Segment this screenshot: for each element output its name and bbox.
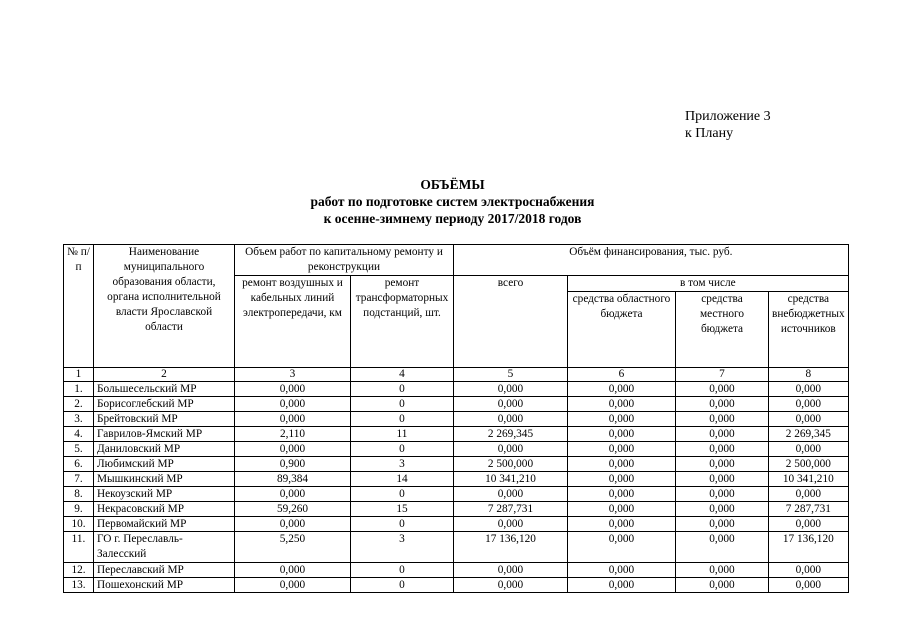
lines-repair-km: 0,000 [235,382,351,397]
substations-repair-count: 3 [351,532,454,563]
row-number: 4. [64,427,94,442]
table-row [64,412,849,427]
table-row [64,427,849,442]
header-num: № п/п [64,245,94,368]
lines-repair-km: 0,000 [235,412,351,427]
substations-repair-count: 14 [351,472,454,487]
municipality-name: ГО г. Переславль-Залесский [94,532,235,563]
municipality-name: Даниловский МР [94,442,235,457]
regional-budget: 0,000 [568,563,676,578]
header-work-group: Объем работ по капитальному ремонту и реконструкции [235,245,454,276]
financing-total: 0,000 [454,578,568,593]
header-col8: средства внебюджетных источников [769,292,849,368]
substations-repair-count: 0 [351,563,454,578]
header-financing-group: Объём финансирования, тыс. руб. [454,245,849,276]
lines-repair-km: 5,250 [235,532,351,563]
appendix-plan: к Плану [685,126,734,141]
appendix-label [685,108,771,142]
lines-repair-km: 0,000 [235,487,351,502]
regional-budget: 0,000 [568,517,676,532]
financing-total: 0,000 [454,382,568,397]
financing-total: 0,000 [454,412,568,427]
financing-total: 17 136,120 [454,532,568,563]
financing-total: 10 341,210 [454,472,568,487]
financing-total: 7 287,731 [454,502,568,517]
municipality-name: Некрасовский МР [94,502,235,517]
extrabudgetary-funds: 0,000 [769,412,849,427]
header-name: Наименование муниципального образования области, органа исполнительной власти Ярославской области [94,245,235,368]
extrabudgetary-funds: 10 341,210 [769,472,849,487]
substations-repair-count: 3 [351,457,454,472]
financing-total: 2 500,000 [454,457,568,472]
substations-repair-count: 0 [351,578,454,593]
substations-repair-count: 0 [351,442,454,457]
local-budget: 0,000 [676,517,769,532]
municipality-name: Некоузский МР [94,487,235,502]
title-line-1: ОБЪЁМЫ [420,177,485,192]
extrabudgetary-funds: 0,000 [769,442,849,457]
regional-budget: 0,000 [568,442,676,457]
row-number: 10. [64,517,94,532]
extrabudgetary-funds: 2 500,000 [769,457,849,472]
local-budget: 0,000 [676,397,769,412]
table-row [64,517,849,532]
table-row [64,382,849,397]
substations-repair-count: 0 [351,397,454,412]
local-budget: 0,000 [676,472,769,487]
local-budget: 0,000 [676,563,769,578]
regional-budget: 0,000 [568,487,676,502]
row-number: 13. [64,578,94,593]
column-number: 6 [568,368,676,382]
table-row [64,502,849,517]
header-col4: ремонт трансформаторных подстанций, шт. [351,276,454,368]
municipality-name: Борисоглебский МР [94,397,235,412]
substations-repair-count: 0 [351,517,454,532]
table-row [64,487,849,502]
row-number: 9. [64,502,94,517]
column-number: 3 [235,368,351,382]
substations-repair-count: 15 [351,502,454,517]
table-row [64,563,849,578]
lines-repair-km: 2,110 [235,427,351,442]
row-number: 11. [64,532,94,563]
local-budget: 0,000 [676,457,769,472]
lines-repair-km: 0,000 [235,397,351,412]
column-number-row [64,368,849,382]
table-row [64,457,849,472]
lines-repair-km: 0,000 [235,563,351,578]
row-number: 12. [64,563,94,578]
municipality-name: Брейтовский МР [94,412,235,427]
local-budget: 0,000 [676,412,769,427]
municipality-name: Большесельский МР [94,382,235,397]
substations-repair-count: 0 [351,487,454,502]
regional-budget: 0,000 [568,427,676,442]
substations-repair-count: 11 [351,427,454,442]
header-col3: ремонт воздушных и кабельных линий электропередачи, км [235,276,351,368]
municipality-name: Переславский МР [94,563,235,578]
header-including: в том числе [568,276,849,292]
lines-repair-km: 59,260 [235,502,351,517]
extrabudgetary-funds: 0,000 [769,517,849,532]
row-number: 1. [64,382,94,397]
municipality-name: Пошехонский МР [94,578,235,593]
local-budget: 0,000 [676,442,769,457]
header-col5: всего [454,276,568,368]
municipality-name: Любимский МР [94,457,235,472]
table-row [64,472,849,487]
municipality-name: Мышкинский МР [94,472,235,487]
local-budget: 0,000 [676,532,769,563]
column-number: 8 [769,368,849,382]
column-number: 5 [454,368,568,382]
lines-repair-km: 89,384 [235,472,351,487]
local-budget: 0,000 [676,487,769,502]
lines-repair-km: 0,000 [235,442,351,457]
extrabudgetary-funds: 7 287,731 [769,502,849,517]
extrabudgetary-funds: 0,000 [769,397,849,412]
regional-budget: 0,000 [568,502,676,517]
document-title [0,176,905,227]
financing-total: 0,000 [454,487,568,502]
substations-repair-count: 0 [351,412,454,427]
local-budget: 0,000 [676,502,769,517]
substations-repair-count: 0 [351,382,454,397]
regional-budget: 0,000 [568,578,676,593]
header-col7: средства местного бюджета [676,292,769,368]
title-line-3: к осенне-зимнему периоду 2017/2018 годов [323,211,582,226]
extrabudgetary-funds: 0,000 [769,563,849,578]
header-col6: средства областного бюджета [568,292,676,368]
extrabudgetary-funds: 0,000 [769,578,849,593]
local-budget: 0,000 [676,427,769,442]
extrabudgetary-funds: 17 136,120 [769,532,849,563]
extrabudgetary-funds: 0,000 [769,487,849,502]
row-number: 2. [64,397,94,412]
lines-repair-km: 0,000 [235,578,351,593]
table-row [64,532,849,563]
local-budget: 0,000 [676,382,769,397]
financing-total: 0,000 [454,397,568,412]
table-row [64,578,849,593]
column-number: 4 [351,368,454,382]
appendix-number: Приложение 3 [685,109,771,124]
row-number: 6. [64,457,94,472]
financing-total: 0,000 [454,563,568,578]
column-number: 7 [676,368,769,382]
regional-budget: 0,000 [568,382,676,397]
column-number: 2 [94,368,235,382]
municipality-name: Первомайский МР [94,517,235,532]
lines-repair-km: 0,900 [235,457,351,472]
row-number: 7. [64,472,94,487]
title-line-2: работ по подготовке систем электроснабжения [310,194,595,209]
municipality-name: Гаврилов-Ямский МР [94,427,235,442]
table-row [64,397,849,412]
local-budget: 0,000 [676,578,769,593]
column-number: 1 [64,368,94,382]
extrabudgetary-funds: 0,000 [769,382,849,397]
extrabudgetary-funds: 2 269,345 [769,427,849,442]
regional-budget: 0,000 [568,472,676,487]
lines-repair-km: 0,000 [235,517,351,532]
row-number: 8. [64,487,94,502]
regional-budget: 0,000 [568,532,676,563]
regional-budget: 0,000 [568,397,676,412]
table-row [64,442,849,457]
financing-total: 2 269,345 [454,427,568,442]
volumes-table [63,244,849,593]
regional-budget: 0,000 [568,412,676,427]
financing-total: 0,000 [454,517,568,532]
row-number: 5. [64,442,94,457]
financing-total: 0,000 [454,442,568,457]
regional-budget: 0,000 [568,457,676,472]
row-number: 3. [64,412,94,427]
